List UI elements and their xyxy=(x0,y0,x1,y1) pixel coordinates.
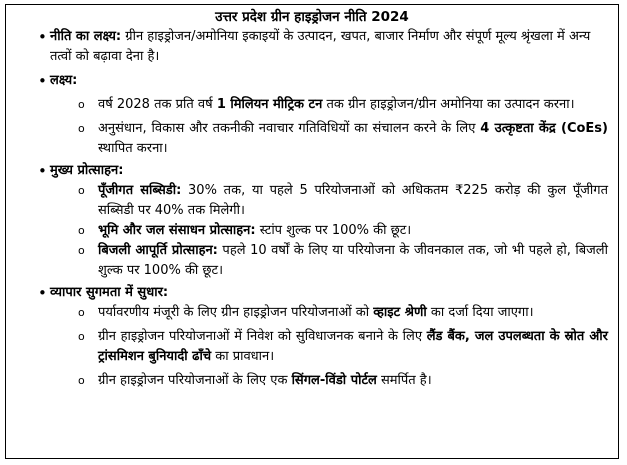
bullet-icon: • xyxy=(38,28,47,46)
list-item: o ग्रीन हाइड्रोजन परियोजनाओं के लिए एक सिंगल-विंडो पोर्टल समर्पित है। xyxy=(16,371,608,391)
section-heading: नीति का लक्ष्य: xyxy=(50,29,122,44)
section-ease-of-business xyxy=(16,283,608,303)
section-targets xyxy=(16,71,608,91)
circle-bullet-icon: o xyxy=(78,330,85,343)
list-item: o अनुसंधान, विकास और तकनीकी नवाचार गतिविधियों का संचालन करने के लिए 4 उत्कृष्टता केंद्र (CoEs) स्थापित करना। xyxy=(78,121,608,156)
list-item: o बिजली आपूर्ति प्रोत्साहन: पहले 10 वर्षों के लिए या परियोजना के जीवनकाल तक, जो भी पहले हो, बिजली शुल्क पर 100% की छूट। xyxy=(78,243,608,278)
list-item: o पर्यावरणीय मंजूरी के लिए ग्रीन हाइड्रोजन परियोजनाओं को व्हाइट श्रेणी का दर्जा दिया जाएगा। xyxy=(16,303,608,323)
policy-box xyxy=(5,4,619,459)
list-item: o पूँजीगत सब्सिडी: 30% तक, या पहले 5 परियोजनाओं को अधिकतम ₹225 करोड़ की कुल पूँजीगत सब्सिडी पर 40% तक मिलेगी। xyxy=(78,183,608,218)
section-heading: लक्ष्य: xyxy=(50,73,78,88)
circle-bullet-icon: o xyxy=(78,244,85,257)
circle-bullet-icon: o xyxy=(78,374,85,387)
circle-bullet-icon: o xyxy=(78,98,85,111)
circle-bullet-icon: o xyxy=(78,306,85,319)
circle-bullet-icon: o xyxy=(78,184,85,197)
section-incentives xyxy=(16,161,608,181)
bullet-icon: • xyxy=(38,162,47,180)
circle-bullet-icon: o xyxy=(78,224,85,237)
page-title: उत्तर प्रदेश ग्रीन हाइड्रोजन नीति 2024 xyxy=(215,9,409,25)
list-item: o वर्ष 2028 तक प्रति वर्ष 1 मिलियन मीट्रिक टन तक ग्रीन हाइड्रोजन/ग्रीन अमोनिया का उत्पादन करना। xyxy=(16,95,608,115)
bullet-icon: • xyxy=(38,72,47,90)
section-heading: मुख्य प्रोत्साहन: xyxy=(50,163,124,178)
section-heading: व्यापार सुगमता में सुधार: xyxy=(50,285,169,300)
section-policy-goal xyxy=(16,27,608,67)
circle-bullet-icon: o xyxy=(78,122,85,135)
section-text: ग्रीन हाइड्रोजन/अमोनिया इकाइयों के उत्पादन, खपत, बाजार निर्माण और संपूर्ण मूल्य श्रृंखला में अन्य तत्वों को बढ़ावा देना है। xyxy=(50,29,591,64)
list-item: o भूमि और जल संसाधन प्रोत्साहन: स्टांप शुल्क पर 100% की छूट। xyxy=(16,221,608,241)
list-item: o ग्रीन हाइड्रोजन परियोजनाओं में निवेश को सुविधाजनक बनाने के लिए लैंड बैंक, जल उपलब्धता के स्रोत और ट्रांसमिशन बुनियादी ढाँचे का प्रावधान। xyxy=(78,329,608,364)
bullet-icon: • xyxy=(38,284,47,302)
